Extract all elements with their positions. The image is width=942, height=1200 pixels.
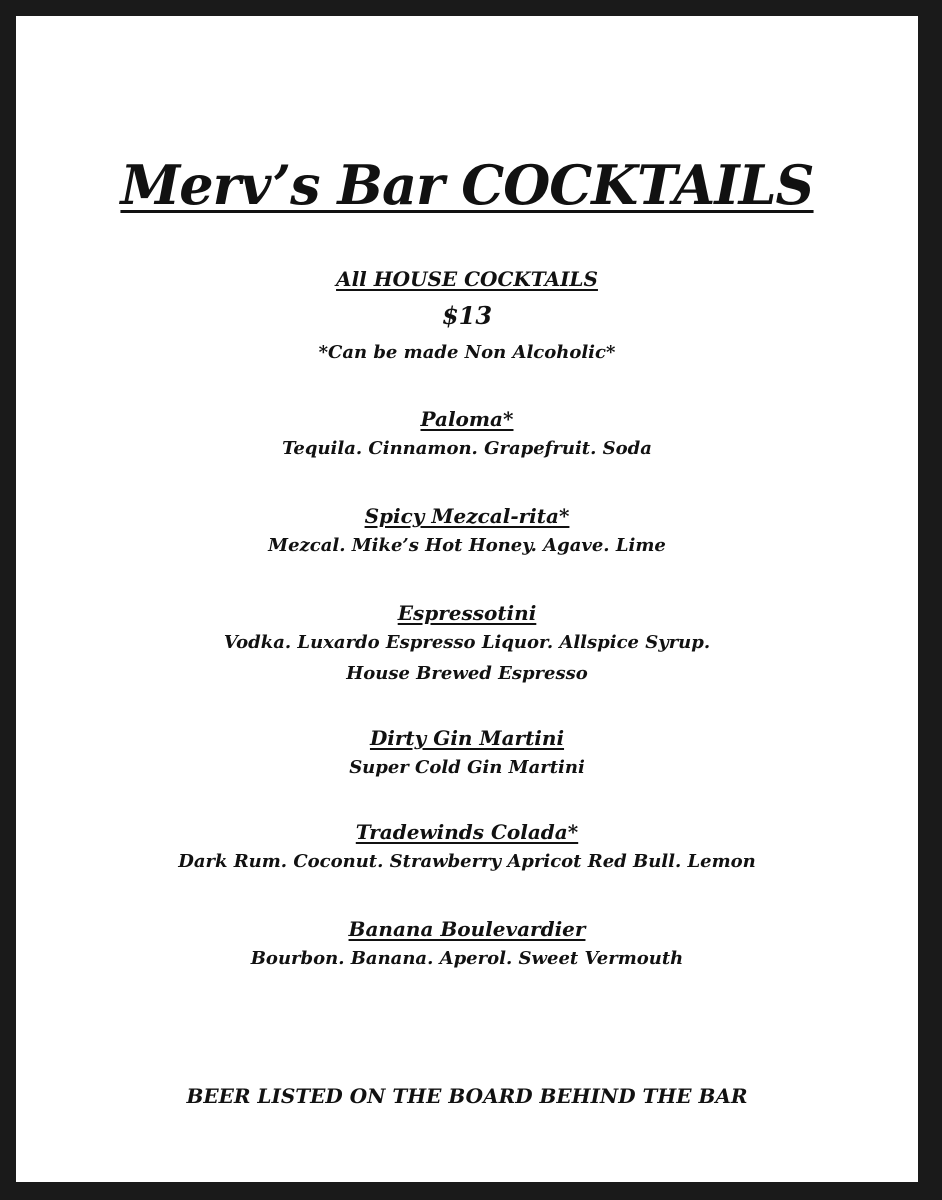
- menu-item-banana-boulevardier: [16, 915, 918, 974]
- beer-footer-note: BEER LISTED ON THE BOARD BEHIND THE BAR: [186, 1084, 748, 1108]
- item-name: Tradewinds Colada*: [355, 820, 579, 844]
- menu-item-dirty-gin-martini: [16, 724, 918, 783]
- item-description-line-2: House Brewed Espresso: [346, 663, 588, 684]
- non-alcoholic-note: *Can be made Non Alcoholic*: [318, 342, 616, 363]
- item-name: Espressotini: [397, 601, 537, 625]
- item-description: Mezcal. Mike’s Hot Honey. Agave. Lime: [268, 535, 666, 556]
- menu-item-spicy-mezcal-rita: [16, 502, 918, 561]
- section-heading: All HOUSE COCKTAILS: [336, 267, 598, 291]
- item-name: Paloma*: [420, 407, 514, 431]
- item-description: Dark Rum. Coconut. Strawberry Apricot Red Bull. Lemon: [178, 851, 756, 872]
- menu-item-paloma: [16, 405, 918, 464]
- item-description: Vodka. Luxardo Espresso Liquor. Allspice Syrup.: [223, 632, 711, 653]
- menu-item-tradewinds-colada: [16, 818, 918, 877]
- item-name: Banana Boulevardier: [348, 917, 586, 941]
- menu-title: Merv’s Bar COCKTAILS: [120, 153, 814, 217]
- item-description: Super Cold Gin Martini: [349, 757, 585, 778]
- price: $13: [441, 301, 493, 330]
- item-description: Bourbon. Banana. Aperol. Sweet Vermouth: [250, 948, 684, 969]
- item-name: Dirty Gin Martini: [369, 726, 565, 750]
- menu-item-espressotini: [16, 599, 918, 689]
- item-name: Spicy Mezcal-rita*: [364, 504, 570, 528]
- item-description: Tequila. Cinnamon. Grapefruit. Soda: [282, 438, 652, 459]
- menu-page: [16, 16, 918, 1182]
